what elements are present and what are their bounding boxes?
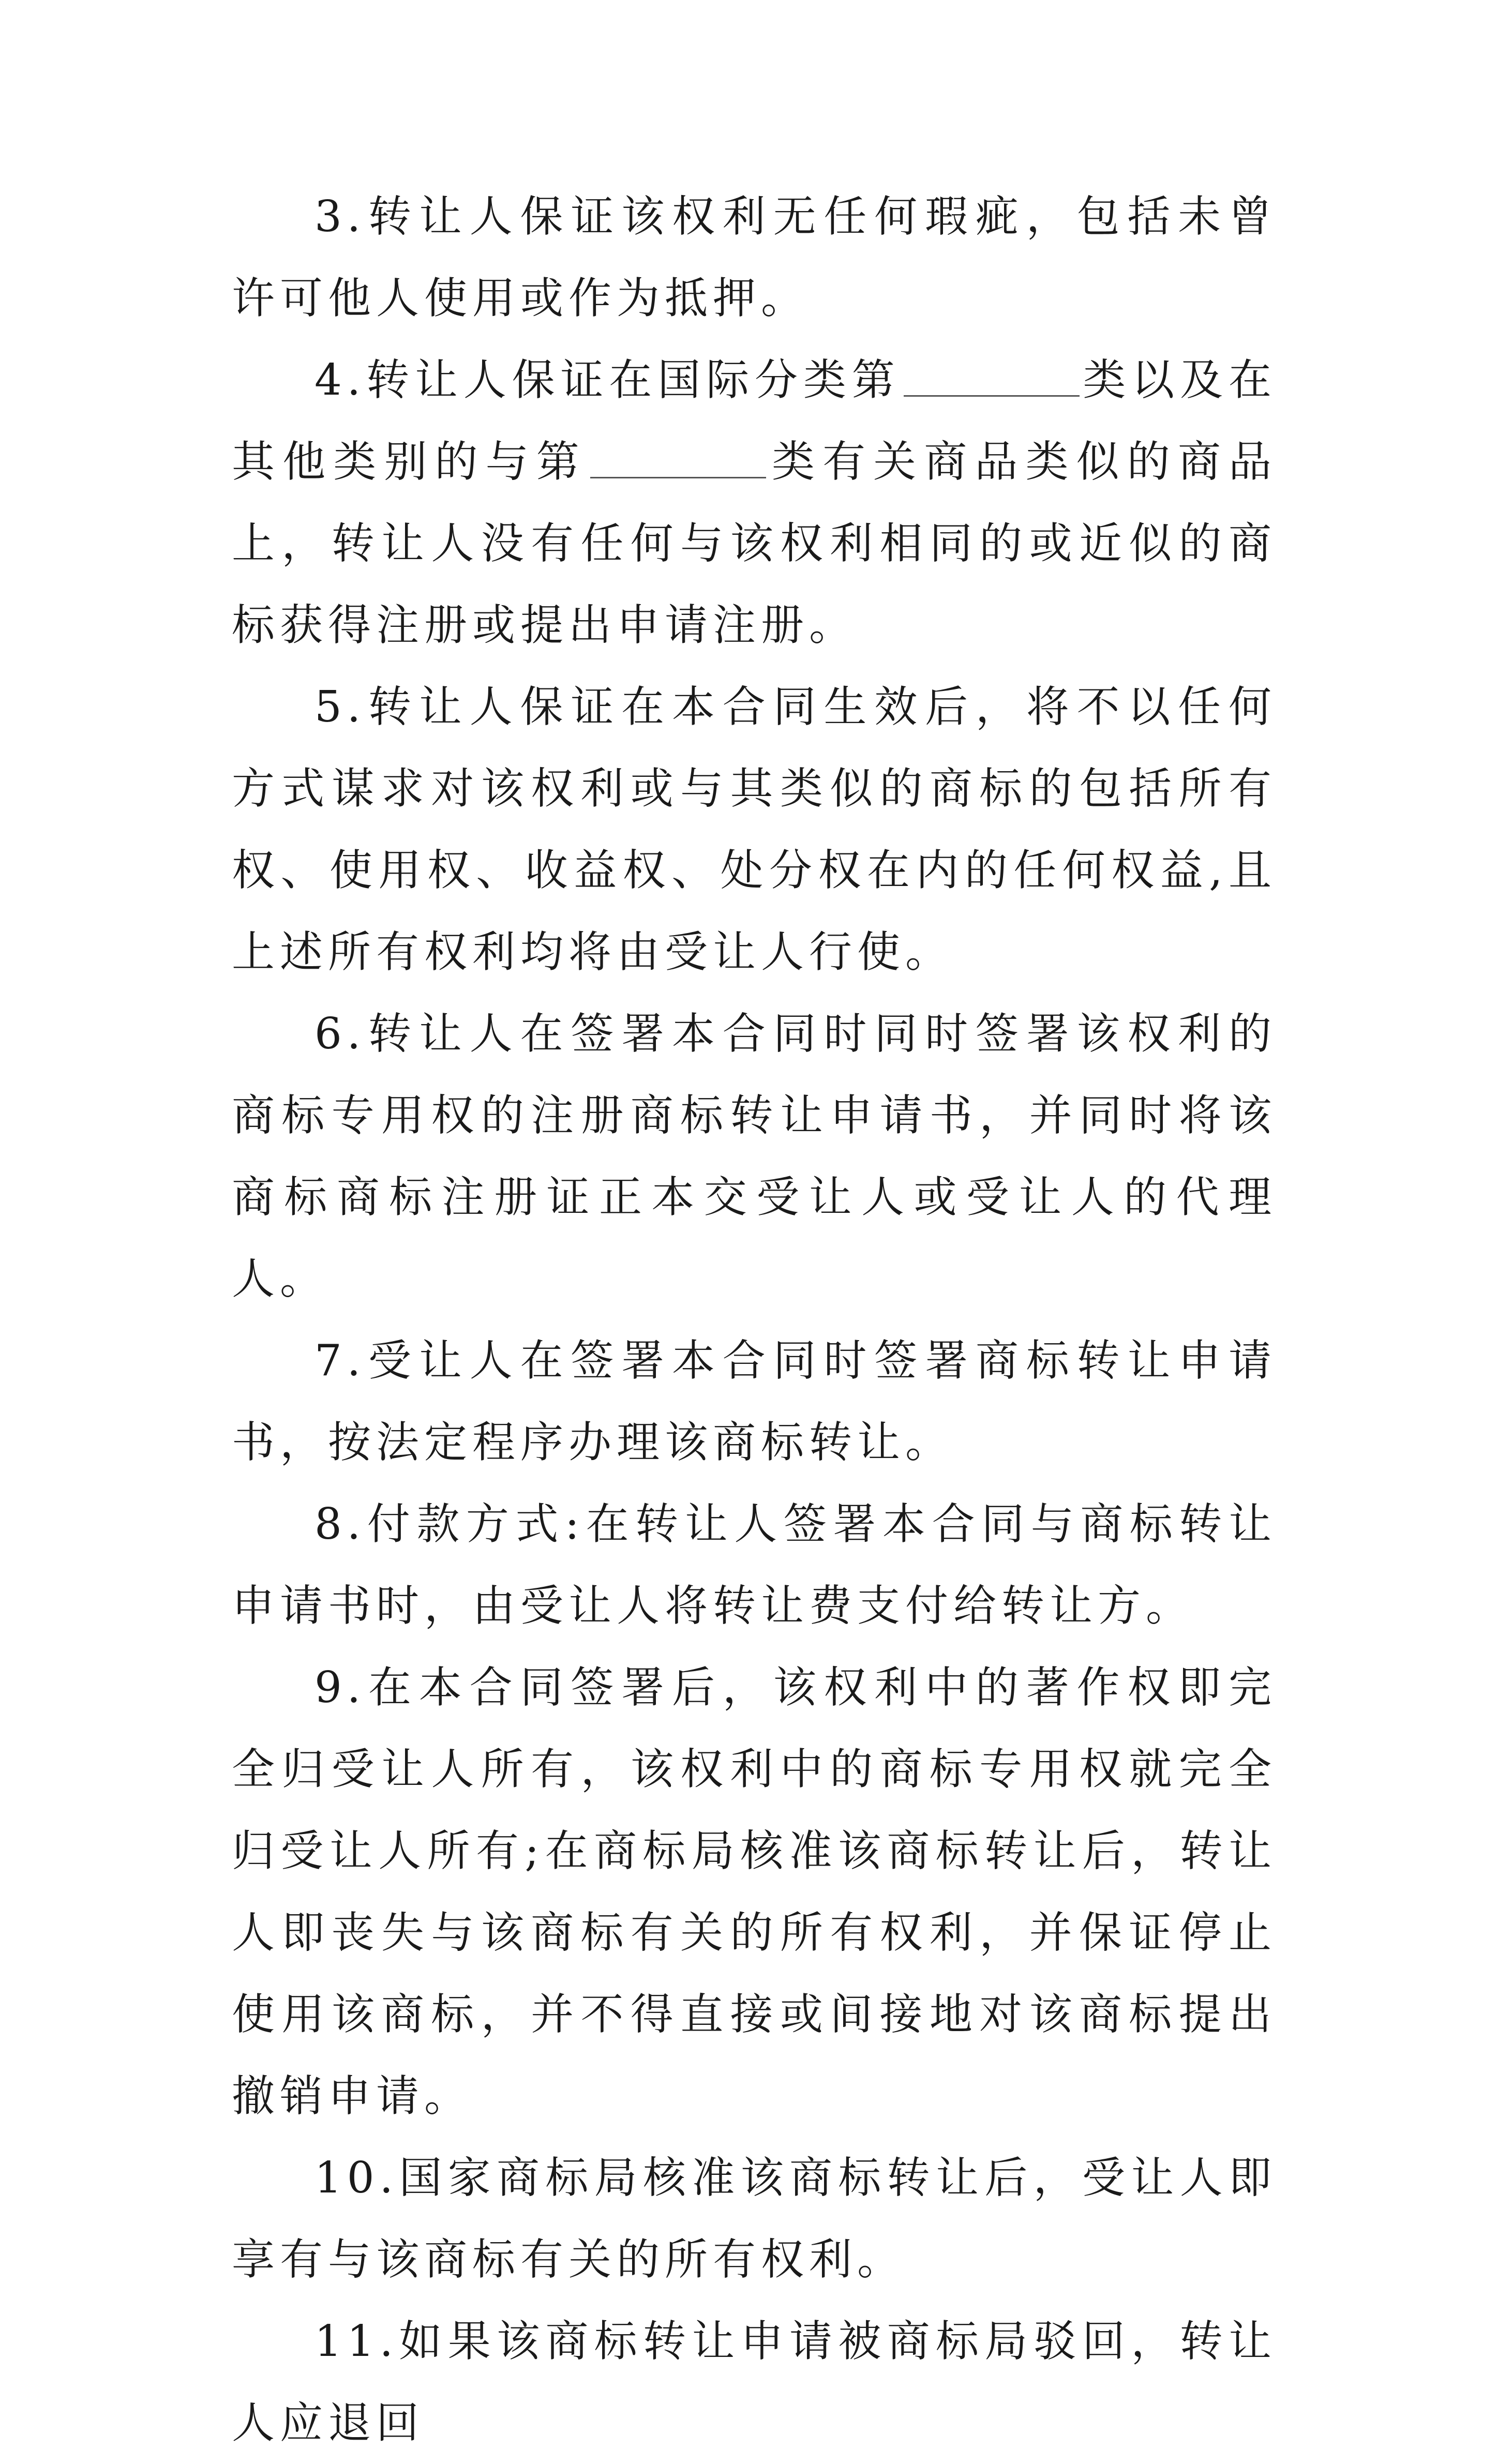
clause-text: 转让人保证该权利无任何瑕疵，包括未曾许可他人使用或作为抵押。 (232, 191, 1277, 323)
clause-text: 转让人在签署本合同时同时签署该权利的商标专用权的注册商标转让申请书，并同时将该商标商标注册证正本交受让人或受让人的代理人。 (232, 1009, 1277, 1304)
clause-number: 4. (315, 355, 366, 405)
clause-5 (232, 666, 1277, 993)
clause-number: 11. (315, 2316, 398, 2366)
clause-text: 付款方式:在转让人签署本合同与商标转让申请书时，由受让人将转让费支付给转让方。 (232, 1499, 1277, 1631)
clause-9 (232, 1647, 1277, 2137)
clause-number: 7. (315, 1335, 366, 1386)
clause-11 (232, 2301, 1277, 2464)
fill-in-blank-class-number[interactable] (904, 352, 1080, 397)
clause-text: 国家商标局核准该商标转让后，受让人即享有与该商标有关的所有权利。 (232, 2153, 1277, 2285)
clause-7 (232, 1320, 1277, 1483)
clause-text: 转让人保证在本合同生效后，将不以任何方式谋求对该权利或与其类似的商标的包括所有权、使用权、收益权、处分权在内的任何权益,且上述所有权利均将由受让人行使。 (232, 682, 1277, 977)
clause-number: 3. (315, 191, 366, 242)
clause-number: 5. (315, 682, 366, 732)
clause-4 (232, 339, 1277, 666)
clause-number: 9. (315, 1662, 366, 1712)
clause-text: 在本合同签署后，该权利中的著作权即完全归受让人所有，该权利中的商标专用权就完全归受让人所有;在商标局核准该商标转让后，转让人即丧失与该商标有关的所有权利，并保证停止使用该商标，并不得直接或间接地对该商标提出撤销申请。 (232, 1662, 1277, 2121)
clause-6 (232, 993, 1277, 1320)
clause-number: 10. (315, 2153, 398, 2203)
clause-text: 类有关商品类似的商品上，转让人没有任何与该权利相同的或近似的商标获得注册或提出申请注册。 (232, 437, 1277, 650)
clause-number: 6. (315, 1009, 366, 1059)
clause-text: 类以及在其他类别的与第 (232, 355, 1277, 487)
clause-10 (232, 2137, 1277, 2301)
clause-text: 转让人保证在国际分类第 (366, 355, 901, 405)
clause-text: 如果该商标转让申请被商标局驳回，转让人应退回 (232, 2316, 1277, 2448)
contract-body (232, 176, 1277, 2464)
clause-8 (232, 1483, 1277, 1647)
fill-in-blank-class-number[interactable] (590, 434, 766, 478)
clause-3 (232, 176, 1277, 339)
clause-text: 受让人在签署本合同时签署商标转让申请书，按法定程序办理该商标转让。 (232, 1335, 1277, 1467)
clause-number: 8. (315, 1499, 366, 1549)
